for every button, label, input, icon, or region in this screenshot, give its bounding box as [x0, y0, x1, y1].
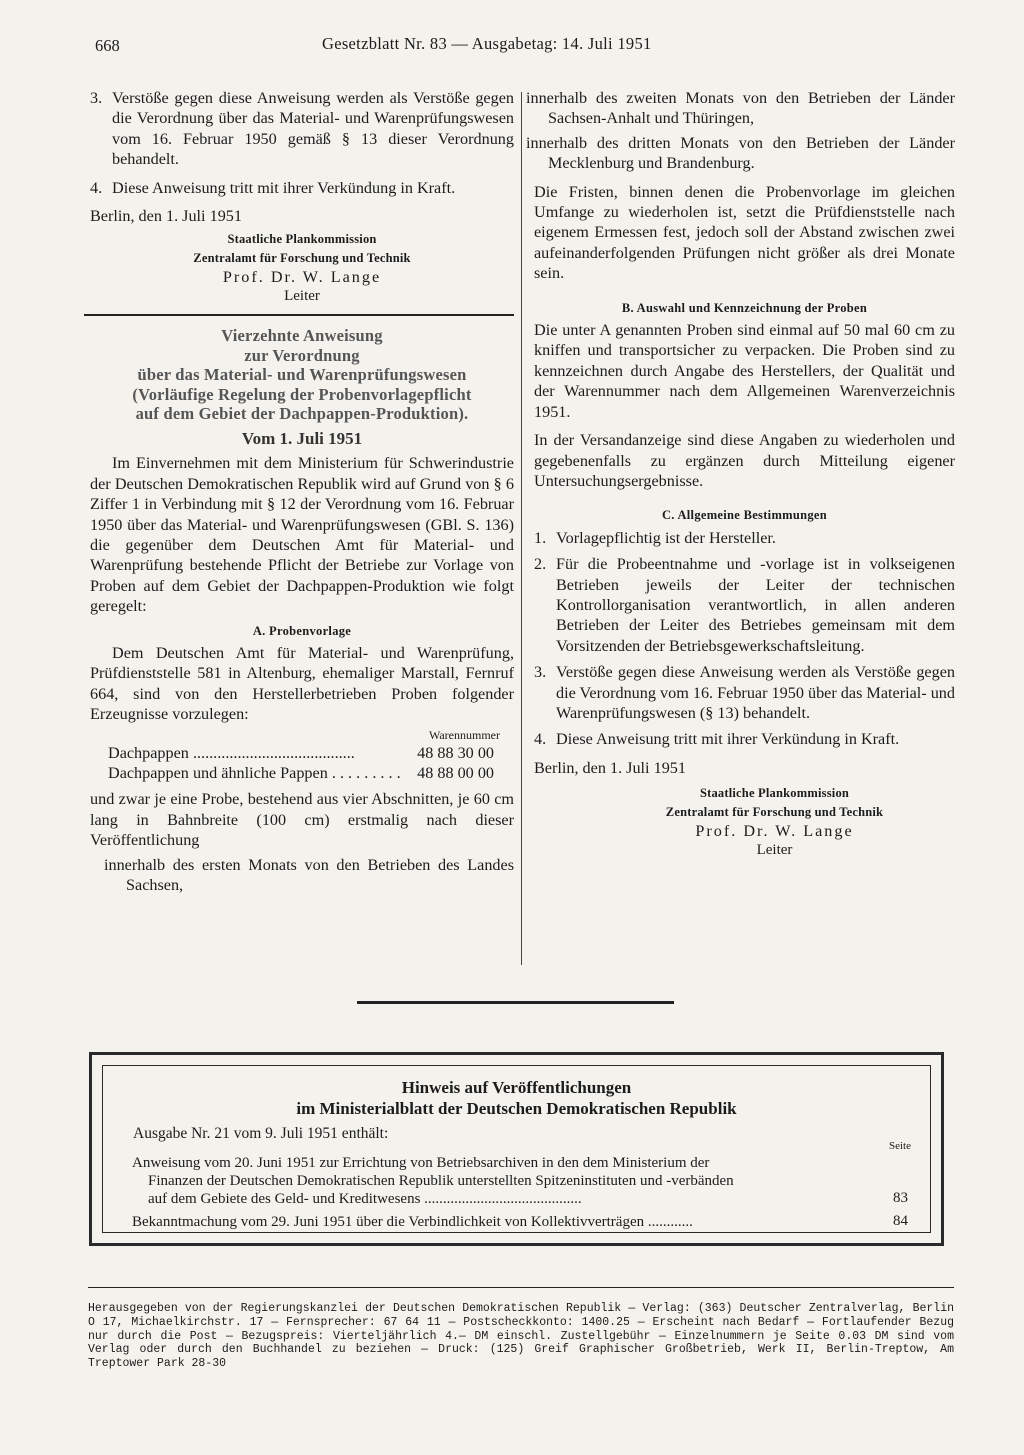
item-number: 3.	[534, 663, 547, 682]
deadline-item: innerhalb des zweiten Monats von den Betrieben der Länder Sachsen-Anhalt und Thüringen,	[526, 89, 955, 128]
product-row	[90, 743, 514, 763]
deadline-item: innerhalb des dritten Monats von den Betrieben der Länder Mecklenburg und Brandenburg.	[526, 133, 955, 173]
title-line: (Vorläufige Regelung der Probenvorlagepflicht	[132, 384, 472, 404]
item-text: Diese Anweisung tritt mit ihrer Verkündung in Kraft.	[112, 178, 456, 197]
signature-dept: Zentralamt für Forschung und Technik	[193, 251, 411, 266]
notice-issue: Ausgabe Nr. 21 vom 9. Juli 1951 enthält:	[133, 1125, 389, 1142]
separator-line	[357, 1001, 674, 1004]
signature-role: Leiter	[756, 842, 793, 859]
section-b-paragraph: In der Versandanzeige sind diese Angaben zu wiederholen und gegebenenfalls zu ergänzen durch Mitteilung eigener Untersuchungsergebnisse.	[534, 431, 955, 490]
deadline-item: innerhalb des ersten Monats von den Betrieben des Landes Sachsen,	[104, 855, 514, 895]
page-header	[95, 34, 930, 58]
item-text: Diese Anweisung tritt mit ihrer Verkündung in Kraft.	[556, 730, 900, 749]
warennummer-header: Warennummer	[428, 727, 500, 742]
signature-block	[90, 230, 514, 306]
signature-org: Staatliche Plankommission	[227, 232, 377, 247]
title-line: auf dem Gebiet der Dachpappen-Produktion).	[135, 404, 469, 424]
signature-block	[534, 784, 955, 860]
section-divider	[84, 314, 514, 316]
list-item	[90, 178, 514, 198]
title-line: Vierzehnte Anweisung	[221, 326, 383, 346]
notice-page-number: 84	[893, 1213, 908, 1229]
publisher-footer: Herausgegeben von der Regierungskanzlei der Deutschen Demokratischen Republik — Verlag: (363) Deutscher Zentralverlag, Berlin O 17, Michaelkirchstr. 17 — Fernsprecher: 67 64 11 — Postscheckkonto: 1400.25 — Erscheint nach Bedarf — Fortlaufender Bezug nur durch die Post — Bezugspreis: Vierteljährlich 4.— DM einschl. Zustellgebühr — Einzelnummern je Seite 0.03 DM sind vom Verlag oder durch den Buchhandel zu beziehen — Druck: (125) Greif Graphischer Großbetrieb, Werk II, Berlin-Treptow, Am Treptower Park 28-30	[88, 1302, 954, 1371]
section-a-paragraph: Dem Deutschen Amt für Material- und Warenprüfung, Prüfdienststelle 581 in Altenburg, ehemaliger Marstall, Fernruf 664, sind von den Herstellerbetrieben Proben folgender Erzeugnisse vorzulegen:	[90, 644, 514, 724]
title-line: über das Material- und Warenprüfungswesen	[137, 365, 467, 385]
intro-paragraph: Im Einvernehmen mit dem Ministerium für Schwerindustrie der Deutschen Demokratischen Republik wird auf Grund von § 6 Ziffer 1 in Verbindung mit § 12 der Verordnung vom 16. Februar 1950 über das Material- und Warenprüfungswesen (GBl. S. 136) die gegenüber dem Deutschen Amt für Material- und Warenprüfung bestehende Pflicht der Betriebe zur Vorlage von Proben auf dem Gebiet der Dachpappen-Produktion wie folgt geregelt:	[90, 454, 514, 616]
gazette-title: Gesetzblatt Nr. 83 — Ausgabetag: 14. Juli 1951	[322, 34, 652, 53]
place-date: Berlin, den 1. Juli 1951	[534, 758, 686, 777]
item-number: 3.	[90, 89, 103, 107]
section-a-heading: A. Probenvorlage	[252, 623, 352, 638]
notice-entry-line: Bekanntmachung vom 29. Juni 1951 über die Verbindlichkeit von Kollektivverträgen ............	[132, 1214, 693, 1230]
signature-org: Staatliche Plankommission	[699, 786, 850, 801]
item-text: Für die Probeentnahme und -vorlage ist in volkseigenen Betrieben jeweils der Leiter der technischen Kontrollorganisation verantwortlich, in allen anderen Betrieben der Leiter des Betriebes gemeinsam mit dem Vorsitzenden der Betriebsgewerkschaftsleitung.	[556, 555, 955, 655]
notice-box	[89, 1052, 944, 1246]
left-column	[90, 88, 514, 895]
item-text: Verstöße gegen diese Anweisung werden als Verstöße gegen die Verordnung vom 16. Februar 1950 über das Material- und Warenprüfungswesen (§ 13) behandelt.	[556, 663, 955, 722]
notice-box-inner	[102, 1065, 931, 1233]
item-number: 4.	[90, 178, 103, 197]
section-b-paragraph: Die unter A genannten Proben sind einmal auf 50 mal 60 cm zu kniffen und transportsicher zu verpacken. Die Proben sind zu kennzeichnen durch Angabe des Herstellers, der Qualität und der Warennummer nach dem Allgemeinen Warenverzeichnis 1951.	[534, 321, 955, 421]
list-item	[534, 528, 955, 548]
right-column	[526, 88, 955, 860]
title-line: zur Verordnung	[244, 345, 360, 365]
list-item	[534, 662, 955, 723]
signature-role: Leiter	[284, 288, 320, 305]
signature-name: Prof. Dr. W. Lange	[695, 822, 854, 841]
item-text: Verstöße gegen diese Anweisung werden als Verstöße gegen die Verordnung über das Material- und Warenprüfungswesen vom 16. Februar 1950 gemäß § 13 dieser Verordnung behandelt.	[112, 89, 514, 169]
product-row	[90, 763, 514, 783]
fristen-paragraph: Die Fristen, binnen denen die Probenvorlage im gleichen Umfange zu wiederholen ist, setzt die Prüfdienststelle nach eigenem Ermessen fest, jedoch soll der Abstand zwischen zwei aufeinanderfolgenden Prüfungen nicht größer als drei Monate sein.	[534, 182, 955, 283]
notice-entry-line: Finanzen der Deutschen Demokratischen Republik unterstellten Spitzeninstituten und -verbänden	[148, 1173, 734, 1189]
list-item	[90, 88, 514, 170]
product-label: Dachpappen und ähnliche Pappen . . . . . . . . .	[108, 764, 401, 783]
footer-rule	[88, 1287, 954, 1288]
seite-label: Seite	[889, 1140, 911, 1152]
place-date: Berlin, den 1. Juli 1951	[90, 207, 242, 226]
list-item	[534, 729, 955, 749]
notice-page-number: 83	[893, 1190, 908, 1206]
item-text: Vorlagepflichtig ist der Hersteller.	[556, 528, 776, 547]
page-number: 668	[95, 36, 120, 55]
item-number: 1.	[534, 528, 547, 547]
notice-entry-line: auf dem Gebiete des Geld- und Kreditwesens ..........................................	[148, 1191, 582, 1207]
notice-subtitle: im Ministerialblatt der Deutschen Demokratischen Republik	[296, 1099, 737, 1118]
signature-dept: Zentralamt für Forschung und Technik	[665, 805, 884, 820]
decree-date: Vom 1. Juli 1951	[241, 428, 363, 448]
decree-title	[90, 326, 514, 424]
product-number: 48 88 30 00	[417, 743, 494, 762]
signature-name: Prof. Dr. W. Lange	[222, 268, 382, 287]
item-number: 2.	[534, 555, 547, 574]
notice-title: Hinweis auf Veröffentlichungen	[401, 1078, 632, 1097]
product-number: 48 88 00 00	[417, 764, 494, 783]
notice-entry-line: Anweisung vom 20. Juni 1951 zur Errichtung von Betriebsarchiven in den dem Ministerium der	[132, 1155, 710, 1171]
section-c-heading: C. Allgemeine Bestimmungen	[661, 508, 828, 523]
section-b-heading: B. Auswahl und Kennzeichnung der Proben	[621, 300, 868, 315]
column-divider	[521, 92, 522, 965]
item-number: 4.	[534, 730, 547, 749]
list-item	[534, 554, 955, 656]
sample-paragraph: und zwar je eine Probe, bestehend aus vier Abschnitten, je 60 cm lang in Bahnbreite (100 cm) erstmalig nach dieser Veröffentlichung	[90, 790, 514, 850]
product-label: Dachpappen ........................................	[108, 743, 355, 762]
